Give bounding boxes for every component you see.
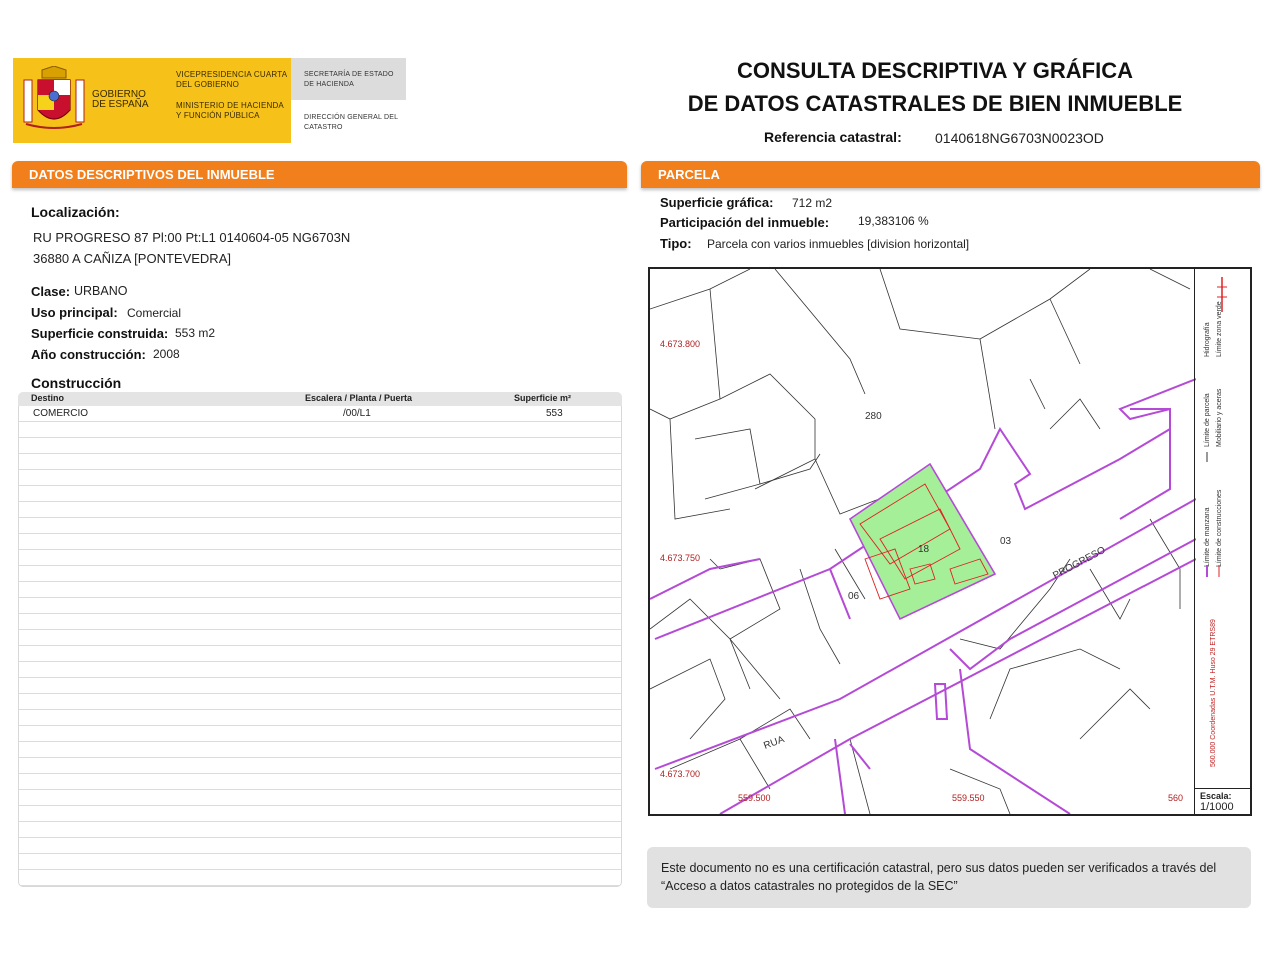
referencia-value: 0140618NG6703N0023OD — [935, 130, 1104, 146]
participacion-value: 19,383106 % — [858, 214, 929, 228]
coord-n750: 4.673.750 — [660, 553, 701, 563]
escala-value: 1/1000 — [1200, 801, 1234, 813]
legend-drawing — [1195, 267, 1253, 787]
parcela-highlight — [850, 464, 995, 619]
legend-limite-construcciones: Límite de construcciones — [1216, 489, 1223, 567]
parcel-280: 280 — [865, 411, 882, 422]
superficie-grafica-label: Superficie gráfica: — [660, 195, 774, 210]
coord-e560: 560 — [1168, 793, 1184, 803]
gobierno-label: GOBIERNO DE ESPAÑA — [92, 89, 149, 110]
map-drawing — [650, 269, 1196, 814]
direccion-label: DIRECCIÓN GENERAL DEL CATASTRO — [304, 114, 398, 131]
escala-label: Escala: — [1200, 791, 1232, 801]
coord-n800: 4.673.800 — [660, 339, 701, 349]
localizacion-label: Localización: — [31, 204, 120, 220]
column-escalera: Escalera / Planta / Puerta — [305, 393, 413, 403]
column-destino: Destino — [31, 393, 65, 403]
clase-value: URBANO — [74, 284, 128, 298]
legend-limite-manzana: Límite de manzana — [1204, 507, 1211, 567]
legend-hidrografia: Hidrografía — [1204, 322, 1211, 357]
parcel-03: 03 — [1000, 536, 1012, 547]
address-line2: 36880 A CAÑIZA [PONTEVEDRA] — [33, 251, 231, 266]
row-destino: COMERCIO — [33, 408, 88, 419]
street-rua: RUA — [762, 734, 786, 752]
referencia-label: Referencia catastral: — [764, 129, 902, 145]
coord-e550: 559.550 — [952, 793, 985, 803]
construccion-table — [18, 406, 622, 887]
escala-box — [1195, 788, 1252, 816]
map-legend — [1194, 267, 1252, 816]
row-superficie: 553 — [546, 408, 563, 419]
secretaria-label: SECRETARÍA DE ESTADO DE HACIENDA — [304, 71, 394, 88]
legend-limite-parcela: Límite de parcela — [1204, 393, 1211, 447]
page-title-line1: CONSULTA DESCRIPTIVA Y GRÁFICA — [736, 58, 1134, 83]
datos-descriptivos-header: DATOS DESCRIPTIVOS DEL INMUEBLE — [12, 161, 627, 188]
tipo-value: Parcela con varios inmuebles [division horizontal] — [707, 237, 970, 251]
clase-label: Clase: — [31, 284, 71, 299]
table-row — [19, 406, 621, 422]
construccion-table-header — [18, 392, 622, 406]
page-title-line2: DE DATOS CATASTRALES DE BIEN INMUEBLE — [687, 91, 1183, 116]
legend-zona-verde: Límite zona verde — [1216, 301, 1223, 357]
superficie-grafica-value: 712 m2 — [792, 196, 833, 210]
legend-mobiliario: Mobiliario y aceras — [1216, 388, 1223, 447]
column-superficie: Superficie m² — [514, 393, 572, 403]
street-progreso: PROGRESO — [1051, 544, 1108, 582]
ano-construccion-label: Año construcción: — [31, 347, 146, 362]
coord-n700: 4.673.700 — [660, 769, 701, 779]
legend-coordenadas: 560.000 Coordenadas U.T.M. Huso 29 ETRS89 — [1210, 619, 1217, 767]
vicepresidencia-label: VICEPRESIDENCIA CUARTA DEL GOBIERNO — [176, 70, 287, 89]
parcel-06: 06 — [848, 591, 860, 602]
row-escalera: /00/L1 — [343, 408, 371, 419]
uso-principal-label: Uso principal: — [31, 305, 118, 320]
superficie-construida-value: 553 m2 — [175, 326, 216, 340]
superficie-construida-label: Superficie construida: — [31, 326, 169, 341]
tipo-label: Tipo: — [660, 236, 692, 251]
coat-of-arms-icon — [22, 66, 86, 132]
ministerio-label: MINISTERIO DE HACIENDA Y FUNCIÓN PÚBLICA — [176, 101, 284, 120]
participacion-label: Participación del inmueble: — [660, 215, 830, 230]
construccion-title: Construcción — [31, 375, 122, 391]
coord-e500: 559.500 — [738, 793, 771, 803]
cadastral-map — [648, 267, 1252, 816]
ano-construccion-value: 2008 — [153, 347, 180, 361]
parcel-18: 18 — [918, 544, 930, 555]
disclaimer-note: Este documento no es una certificación catastral, pero sus datos pueden ser verificados a través del “Acceso a datos catastrales no protegidos de la SEC” — [647, 847, 1251, 908]
parcela-header: PARCELA — [641, 161, 1260, 188]
address-line1: RU PROGRESO 87 Pl:00 Pt:L1 0140604-05 NG6703N — [33, 230, 351, 245]
uso-principal-value: Comercial — [127, 306, 182, 320]
